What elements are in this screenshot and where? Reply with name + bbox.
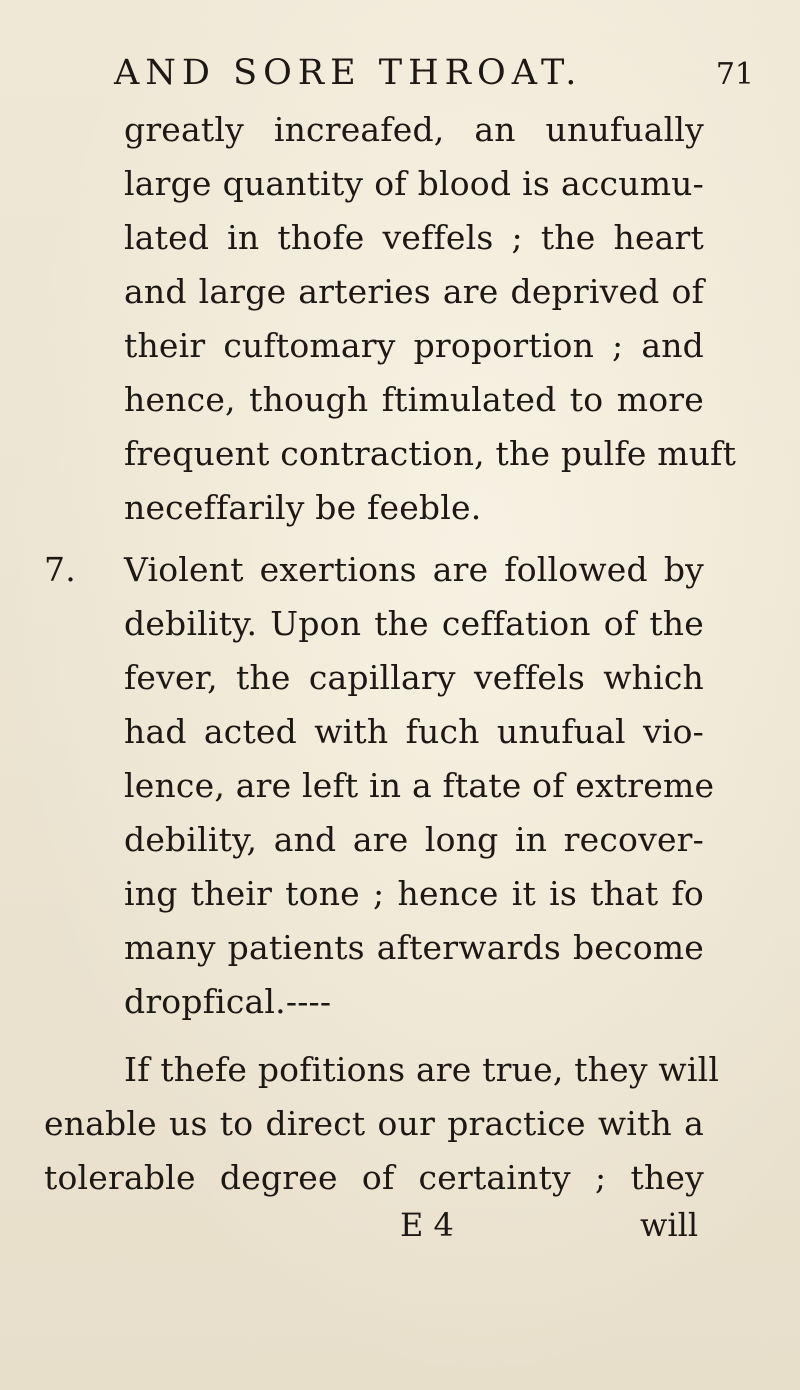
text-line: many patients afterwards become [124, 928, 704, 967]
text-line: greatly increafed, an unufually [124, 110, 704, 149]
text-line: debility, and are long in recover- [124, 820, 704, 859]
text-line: dropfical.---- [124, 982, 332, 1021]
text-line: Violent exertions are followed by [124, 550, 704, 589]
text-line: neceffarily be feeble. [124, 488, 482, 527]
text-line: and large arteries are deprived of [124, 272, 704, 311]
text-line: enable us to direct our practice with a [44, 1104, 704, 1143]
page-number: 71 [715, 57, 754, 92]
text-line: had acted with fuch unufual vio- [124, 712, 704, 751]
text-line: lence, are left in a ftate of extreme [124, 766, 715, 805]
running-head: AND SORE THROAT. [114, 53, 583, 93]
text-line: tolerable degree of certainty ; they [44, 1158, 704, 1197]
text-line: large quantity of blood is accumu- [124, 164, 704, 203]
signature-mark: E 4 [400, 1206, 454, 1244]
text-line: lated in thofe veffels ; the heart [124, 218, 704, 257]
page-header [114, 48, 754, 98]
catchword: will [640, 1206, 699, 1244]
text-line: their cuftomary proportion ; and [124, 326, 704, 365]
text-line: frequent contraction, the pulfe muft [124, 434, 737, 473]
text-line: hence, though ftimulated to more [124, 380, 704, 419]
section-number: 7. [44, 550, 76, 589]
text-line: If thefe pofitions are true, they will [124, 1050, 720, 1089]
text-line: debility. Upon the ceffation of the [124, 604, 704, 643]
text-line: fever, the capillary veffels which [124, 658, 704, 697]
text-line: ing their tone ; hence it is that fo [124, 874, 704, 913]
